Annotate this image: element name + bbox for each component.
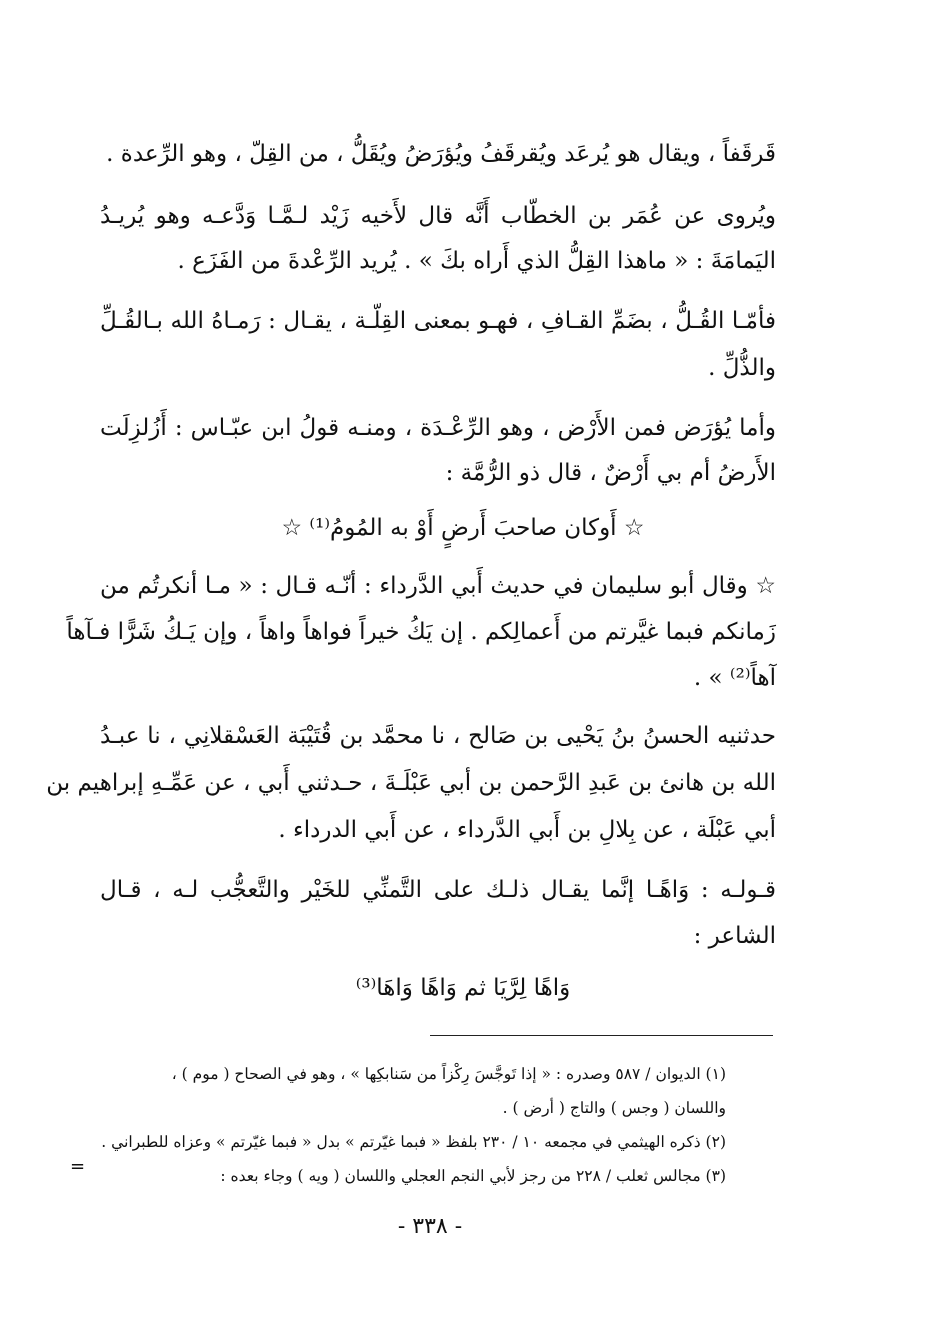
footnote-line: (٣) مجالس ثعلب / ٢٢٨ من رجز لأبي النجم العجلي واللسان ( ويه ) وجاء بعده : [220, 1167, 726, 1185]
footnote-line: واللسان ( وجس ) والتاج ( أرض ) . [502, 1099, 726, 1117]
text-line: فأمّـا القُـلُّ ، بضَمِّ القـافِ ، فهـو بمعنى القِلّـة ، يقـال : رَمـاهُ الله بـالقُـلِّ [100, 308, 776, 334]
text-line: قـولـه : وَاهًـا إنَّما يقـال ذلـك على التَّمنِّي للخَيْر والتَّعجُّب لـه ، قـال [100, 877, 776, 903]
text-line: حدثنيه الحسنُ بنُ يَحْيى بن صَالح ، نا محمَّد بن قُتَيْبَة العَسْقلانِي ، نا عبـدُ [100, 723, 776, 749]
verse-line: ☆ أَوكان صاحبَ أَرضٍ أَوْ به المُومُ⁽¹⁾ ☆ [281, 515, 645, 541]
footnote-separator [430, 1035, 773, 1036]
text-line: اليَمامَةَ : « ماهذا القِلُّ الذي أَراه بكَ » . يُريد الرِّعْدةَ من الفَزَع . [177, 248, 776, 274]
verse-line: وَاهًا لِرَّيَا ثم وَاهًا وَاهَا⁽³⁾ [355, 975, 571, 1001]
text-line: الأَرضُ أم بي أَرْضٌ ، قال ذو الرُّمَّة : [445, 460, 776, 486]
text-line: والذُّلِّ . [708, 355, 776, 381]
footnote-line: (١) الديوان / ٥٨٧ وصدره : « إذا تَوجَّسَ رِكْزاً من سَنابكِها » ، وهو في الصحاح ( موم ) ، [171, 1065, 726, 1083]
text-line: آهاً⁽²⁾ » . [693, 665, 776, 691]
text-line: أبي عَبْلَة ، عن بِلالِ بن أَبي الدَّرداء ، عن أَبي الدرداء . [278, 817, 776, 843]
text-line: زَمانكم فبما غيَّرتم من أَعمالِكم . إن يَكُ خيراً فواهاً واهاً ، وإن يَـكُ شَرًّا فـآهاً [66, 619, 776, 645]
continuation-mark: = [70, 1156, 86, 1177]
text-line: قَرقَفاً ، ويقال هو يُرعَد ويُقرقَفُ ويُؤرَضُ ويُقَلُّ ، من القِلّ ، وهو الرِّعدة . [106, 141, 776, 167]
text-line: ويُروى عن عُمَر بن الخطّاب أَنَّه قال لأَخيه زَيْد لـمَّـا وَدَّعـه وهو يُريـدُ [100, 203, 776, 229]
text-line: وأما يُؤرَض فمن الأَرْض ، وهو الرِّعْـدَة ، ومنـه قولُ ابن عبّـاس : أَزُلزِلَت [100, 415, 776, 441]
text-line: ☆ وقال أبو سليمان في حديث أَبي الدَّرداء : أنّـه قـال : « مـا أنكرتُم من [100, 573, 776, 599]
text-line: الشاعر : [693, 923, 776, 949]
text-line: الله بن هانئ بن عَبدِ الرَّحمن بن أبي عَبْلَـةَ ، حـدثني أَبي ، عن عَمِّـهِ إبراهيم بن [46, 770, 776, 796]
page-number: - ٣٣٨ - [397, 1214, 463, 1239]
footnote-line: (٢) ذكره الهيثمي في مجمعه ١٠ / ٢٣٠ بلفظ « فبما غيّرتم » بدل « فبما غيّرتم » وعزاه للطبراني . [101, 1133, 726, 1151]
